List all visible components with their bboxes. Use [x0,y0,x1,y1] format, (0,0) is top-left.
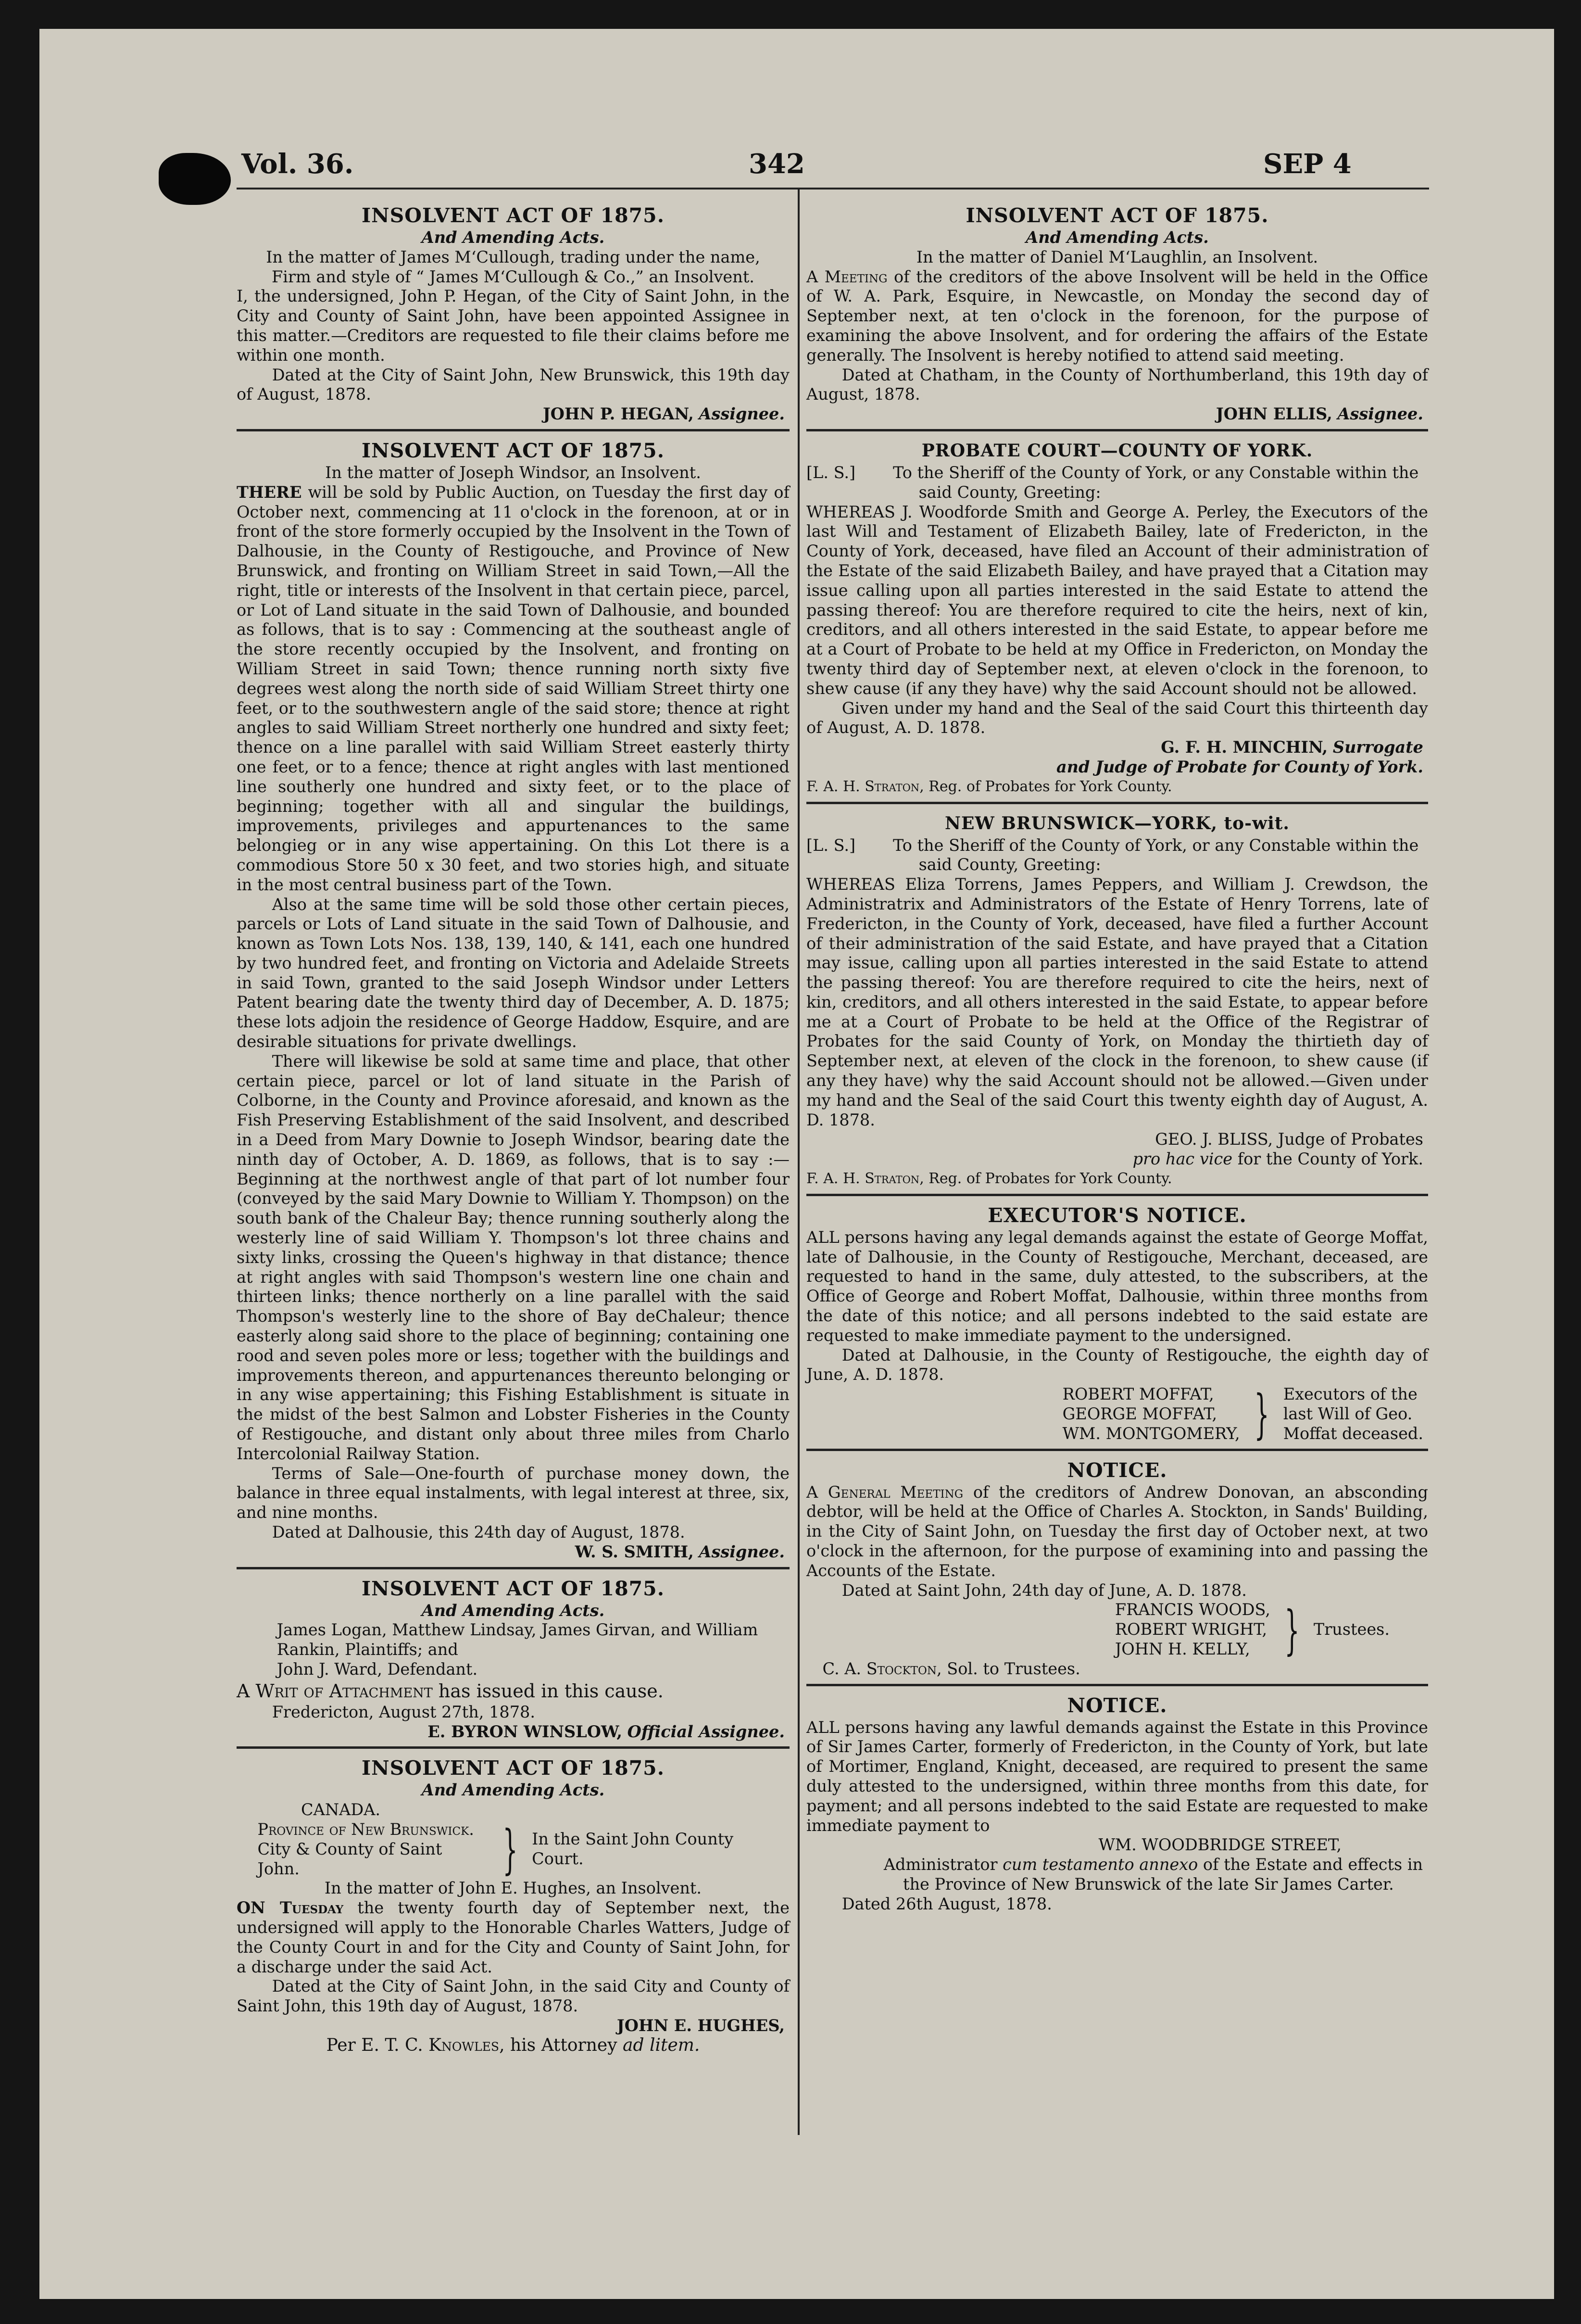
matter-line: Firm and style of “ James M‘Cullough & Co.,” an Insolvent. [272,267,754,286]
reg-c: , Reg. of Probates for York County. [919,778,1172,795]
dated-line: Dated at the City of Saint John, New Brunswick, this 19th day of August, 1878. [237,365,790,404]
signature-name: G. F. H. MINCHIN, [1161,738,1328,757]
notice-carter [806,1694,1428,1914]
signature-role: Assignee. [1337,404,1423,424]
executor-name: GEORGE MOFFAT, [1062,1404,1217,1424]
signature [237,1722,790,1742]
signature-name: JOHN E. HUGHES, [616,2016,785,2035]
sol-c: , Sol. to Trustees. [936,1659,1080,1678]
seal-mark: [L. S.] [806,463,856,482]
role-line: Moffat deceased. [1283,1424,1423,1443]
notice-title: PROBATE COURT—COUNTY OF YORK. [921,440,1313,461]
paragraph-text: the twenty fourth day of September next, the undersigned will apply to the Honorable Charles Watters, Judge of the County Court in and for the City and County of Saint John, for a discharge under the said Act. [237,1898,790,1976]
signature [237,404,790,424]
trustee-name: JOHN H. KELLY, [1115,1640,1250,1658]
seal-mark: [L. S.] [806,835,856,855]
given-line: Given under my hand and the Seal of the said Court this thirteenth day of August, A. D. 1878. [806,698,1428,737]
per-b: Knowles [428,2035,500,2055]
per-c: , his Attorney [499,2035,623,2055]
page-header [39,29,1554,188]
sig-county: for the County of York. [1232,1149,1423,1169]
signature-name: JOHN P. HEGAN, [542,404,694,424]
notice-body: ALL persons having any legal demands against the estate of George Moffat, late of Dalhousie, in the County of Restigouche, Merchant, deceased, are requested to hand in the same, duly attested, to the subscribers, at the Office of George and Robert Moffat, Dalhousie, within three months from the date of this notice; and all persons indebted to the said estate are requested to make immediate payment to the undersigned. [806,1227,1428,1345]
dated-line: Dated at Dalhousie, this 24th day of August, 1878. [272,1523,685,1541]
admin-a: Administrator [883,1855,1003,1874]
dated-line: Dated at Saint John, 24th day of June, A. D. 1878. [841,1580,1247,1600]
administrator-line [806,1855,1428,1895]
issue-date: SEP 4 [1263,148,1352,180]
notice-mclaughlin [806,204,1428,424]
notice-title: NOTICE. [1067,1693,1167,1717]
court-label: In the Saint John County Court. [532,1830,734,1869]
matter-line: In the matter of Joseph Windsor, an Insolvent. [325,463,701,482]
trustee-names [1115,1600,1270,1659]
registrar-line [806,777,1428,797]
signature-name: JOHN ELLIS, [1216,404,1332,424]
province-label: Province of New Brunswick. [257,1819,474,1839]
notice-body: Terms of Sale—One-fourth of purchase money down, the balance in three equal instalments, with legal interest at three, six, and nine months. [237,1464,790,1522]
executor-name: ROBERT MOFFAT, [1062,1385,1214,1404]
admin-b: cum testamento annexo [1003,1855,1198,1874]
matter-line: In the matter of Daniel M‘Laughlin, an Insolvent. [916,247,1318,266]
lead-word: A General Meeting [806,1482,964,1502]
signature [806,738,1428,758]
writ-c: has issued in this cause. [432,1680,664,1702]
address-row [806,463,1428,503]
trustee-name: ROBERT WRIGHT, [1115,1620,1267,1639]
notice-title: INSOLVENT ACT OF 1875. [362,439,665,462]
notice-title: INSOLVENT ACT OF 1875. [362,204,665,227]
brace-icon: } [1254,1383,1269,1445]
trustee-role: Trustees. [1313,1620,1390,1639]
signature-role: Official Assignee. [627,1722,785,1741]
notice-divider [806,1449,1428,1451]
notice-body: WHEREAS Eliza Torrens, James Peppers, and William J. Crewdson, the Administratrix and Administrators of the Estate of Henry Torrens, late of Fredericton, in the County of York, deceased, have filed a further Account of their administration of the said Estate, and have prayed that a Citation may issue, calling upon all parties interested in the said Estate to attend the passing thereof: You are therefore required to cite the heirs, next of kin, creditors, and all others interested in the said Estate, to appear before me at a Court of Probate to be held at the Office of the Registrar of Probates for the said County of York, on Monday the thirtieth day of September next, at eleven of the clock in the forenoon, to shew cause (if any they have) why the said Account should not be allowed.—Given under my hand and the Seal of the said Court this twenty eighth day of August, A. D. 1878. [806,875,1428,1129]
notice-divider [237,1746,790,1749]
signature-title [806,1149,1428,1169]
notice-windsor [237,439,790,1562]
notice-body [237,483,790,895]
signature [237,1542,790,1562]
ink-blot [159,153,231,205]
per-d: ad litem. [623,2035,700,2055]
writ-a: A [237,1680,256,1702]
reg-c: , Reg. of Probates for York County. [919,1170,1172,1187]
court-block [237,1820,790,1879]
lead-word: A Meeting [806,267,888,286]
notice-title: INSOLVENT ACT OF 1875. [362,1577,665,1600]
sig-latin: pro hac vice [1132,1149,1233,1169]
notice-executors [806,1204,1428,1444]
header-rule [237,188,1429,189]
notice-title: INSOLVENT ACT OF 1875. [966,204,1269,227]
signature-role: Assignee. [699,404,785,424]
lead-word: ON Tuesday [237,1898,344,1918]
dated-line: Dated at the City of Saint John, in the said City and County of Saint John, this 19th day of August, 1878. [237,1977,790,2016]
notice-hughes [237,1756,790,2055]
notice-mccullough [237,204,790,424]
notice-body [806,1483,1428,1581]
reg-b: Straton [865,778,920,795]
signature-name: E. BYRON WINSLOW, [427,1722,622,1741]
right-column [806,202,1428,1914]
attorney-line [237,2036,790,2056]
admin-c: of the Estate and effects in the Province of New Brunswick of the late Sir James Carter. [903,1855,1423,1894]
paragraph-text: of the creditors of the above Insolvent will be held in the Office of W. A. Park, Esquire, in Newcastle, on Monday the second day of September next, at ten o'clock in the forenoon, for the purpose of examining the above Insolvent, and for ordering the affairs of the Estate generally. The Insolvent is hereby notified to attend said meeting. [806,267,1428,365]
city-label: City & County of Saint John. [257,1839,442,1878]
sol-b: Stockton [866,1659,937,1678]
notice-torrens [806,812,1428,1189]
dated-line: Dated at Dalhousie, in the County of Restigouche, the eighth day of June, A. D. 1878. [806,1345,1428,1384]
signature-title: and Judge of Probate for County of York. [1056,757,1423,776]
trustee-name: FRANCIS WOODS, [1115,1600,1270,1619]
signature-name: GEO. J. BLISS, Judge of Probates [1155,1130,1423,1149]
notice-donovan [806,1459,1428,1679]
notice-body: I, the undersigned, John P. Hegan, of the City of Saint John, in the City and County of Saint John, have been appointed Assignee in this matter.—Creditors are requested to file their claims before me within one month. [237,287,790,365]
signature-name: WM. WOODBRIDGE STREET, [1098,1835,1342,1855]
solicitor-line [806,1659,1428,1679]
executors-block [806,1385,1428,1443]
notice-probate-bailey [806,439,1428,797]
notice-body: ALL persons having any lawful demands against the Estate in this Province of Sir James Carter, formerly of Fredericton, in the County of York, but late of Mortimer, England, Knight, deceased, are required to present the same duly attested to the undersigned, within three months from this date, for payment; and all persons indebted to the said Estate are requested to make immediate payment to [806,1718,1428,1835]
jurisdiction [237,1820,489,1879]
address-text: To the Sheriff of the County of York, or any Constable within the said County, Greeting: [893,835,1419,874]
signature-role: Surrogate [1332,738,1423,757]
per-a: Per E. T. C. [326,2035,429,2055]
notice-subtitle: And Amending Acts. [1026,228,1209,247]
notice-body [806,267,1428,366]
notice-divider [806,802,1428,804]
notice-divider [806,1194,1428,1196]
notice-divider [237,1567,790,1569]
notice-title: INSOLVENT ACT OF 1875. [362,1756,665,1780]
paragraph-text: of the creditors of Andrew Donovan, an absconding debtor, will be held at the Office of Charles A. Stockton, in Sands' Building, in the City of Saint John, on Tuesday the first day of October next, at two o'clock in the afternoon, for the purpose of examining into and passing the Accounts of the Estate. [806,1482,1428,1580]
canada-label: CANADA. [301,1800,381,1819]
newspaper-page [39,29,1554,2299]
notice-divider [806,429,1428,431]
notice-divider [806,1684,1428,1686]
writ-b: Writ of Attachment [255,1680,433,1702]
executor-name: WM. MONTGOMERY, [1062,1424,1240,1443]
executor-names [1063,1385,1240,1443]
executor-role [1283,1385,1423,1443]
matter-line: In the matter of John E. Hughes, an Insolvent. [324,1879,702,1898]
notice-body [237,1898,790,1977]
brace-icon: } [1284,1599,1300,1661]
notice-subtitle: And Amending Acts. [421,1601,605,1620]
signature-role: Assignee. [699,1542,785,1561]
column-divider [798,189,800,2135]
left-column [237,202,790,2056]
notice-title: EXECUTOR'S NOTICE. [988,1203,1247,1227]
dated-line: Dated 26th August, 1878. [841,1894,1052,1913]
reg-b: Straton [865,1170,920,1187]
writ-line [237,1680,790,1703]
notice-subtitle: And Amending Acts. [421,1781,605,1800]
registrar-line [806,1169,1428,1189]
notice-body: There will likewise be sold at same time and place, that other certain piece, parcel or lot of land situate in the Parish of Colborne, in the County and Province aforesaid, and known as the Fish Preserving Establishment of the said Insolvent, and described in a Deed from Mary Downie to Joseph Windsor, bearing date the ninth day of October, A. D. 1869, as follows, that is to say :—Beginning at the northwest angle of that part of lot number four (conveyed by the said Mary Downie to William Y. Thompson) on the south bank of the Chaleur Bay; thence running southerly along the westerly line of said William Y. Thompson's lot three chains and sixty links, crossing the Queen's highway in that distance; thence at right angles with said Thompson's western line one chain and thirteen links; thence northerly on a line parallel with the said Thompson's westerly line to the shore of Bay deChaleur; thence easterly along said shore to the place of beginning; containing one rood and seven poles more or less; together with the buildings and improvements thereon, and appurtenances thereunto belonging or in any wise appertaining; this Fishing Establishment is situate in the midst of the best Salmon and Lobster Fisheries in the County of Restigouche, and distant only about three miles from Charlo Intercolonial Railway Station. [237,1051,790,1463]
address-row [806,836,1428,875]
notice-subtitle: And Amending Acts. [421,228,605,247]
notice-body: WHEREAS J. Woodforde Smith and George A. Perley, the Executors of the last Will and Testament of Elizabeth Bailey, late of Fredericton, in the County of York, deceased, have filed an Account of their administration of the Estate of the said Elizabeth Bailey, and have prayed that a Citation may issue calling upon all parties interested in the said Estate to attend the passing thereof: You are therefore required to cite the heirs, next of kin, creditors, and all others interested in the said Estate, to appear before me at a Court of Probate to be held at my Office in Fredericton, on Monday the twenty third day of September next, at eleven o'clock in the forenoon, to shew cause (if any they have) why the said Account should not be allowed. [806,502,1428,698]
reg-a: F. A. H. [806,778,865,795]
sol-a: C. A. [822,1659,866,1678]
dated-line: Dated at Chatham, in the County of Northumberland, this 19th day of August, 1878. [806,365,1428,404]
parties: James Logan, Matthew Lindsay, James Girvan, and William Rankin, Plaintiffs; and [276,1620,758,1659]
notice-divider [237,429,790,431]
notice-body: Also at the same time will be sold those other certain pieces, parcels or Lots of Land situate in the said Town of Dalhousie, and known as Town Lots Nos. 138, 139, 140, & 141, each one hundred by two hundred feet, and fronting on Victoria and Adelaide Streets in said Town, granted to the said Joseph Windsor under Letters Patent bearing date the twenty third day of December, A. D. 1875; these lots adjoin the residence of George Haddow, Esquire, and are desirable situations for private dwellings. [237,895,790,1051]
address-text: To the Sheriff of the County of York, or any Constable within the said County, Greeting: [893,463,1419,502]
signature [806,404,1428,424]
paragraph-text: will be sold by Public Auction, on Tuesday the first day of October next, commencing at 11 o'clock in the forenoon, at or in front of the store formerly occupied by the Insolvent in the Town of Dalhousie, in the County of Restigouche, and Province of New Brunswick, and fronting on William Street in said Town,—All the right, title or interests of the Insolvent in that certain piece, parcel, or Lot of Land situate in the said Town of Dalhousie, and bounded as follows, that is to say : Commencing at the southeast angle of the store recently occupied by the Insolvent, and fronting on William Street in said Town; thence running north sixty five degrees west along the north side of said William Street thirty one feet, or to the southwestern angle of the said store; thence at right angles to said William Street northerly one hundred and sixty feet; thence on a line parallel with said William Street easterly thirty one feet, or to a fence; thence at right angles with last mentioned line southerly one hundred and sixty feet, or to the place of beginning; together with all and singular the buildings, improvements, privileges and appurtenances to the same belongieg or in any wise appertaining. On this Lot there is a commodious Store 50 x 30 feet, and two stories high, and situate in the most central business part of the Town. [237,482,790,894]
reg-a: F. A. H. [806,1170,865,1187]
defendant: John J. Ward, Defendant. [276,1659,478,1679]
role-line: Executors of the [1283,1385,1418,1404]
notice-logan-ward [237,1577,790,1742]
dated-line: Fredericton, August 27th, 1878. [272,1702,535,1721]
notice-title: NEW BRUNSWICK—YORK, to-wit. [945,813,1290,834]
brace-icon: } [502,1819,518,1881]
signature-name: W. S. SMITH, [575,1542,694,1561]
page-number: 342 [749,148,805,180]
trustees-block [806,1600,1428,1659]
volume-label: Vol. 36. [241,148,354,180]
matter-line: In the matter of James M‘Cullough, trading under the name, [266,247,760,266]
lead-word: THERE [237,482,302,502]
role-line: last Will of Geo. [1283,1404,1413,1424]
notice-title: NOTICE. [1067,1458,1167,1482]
